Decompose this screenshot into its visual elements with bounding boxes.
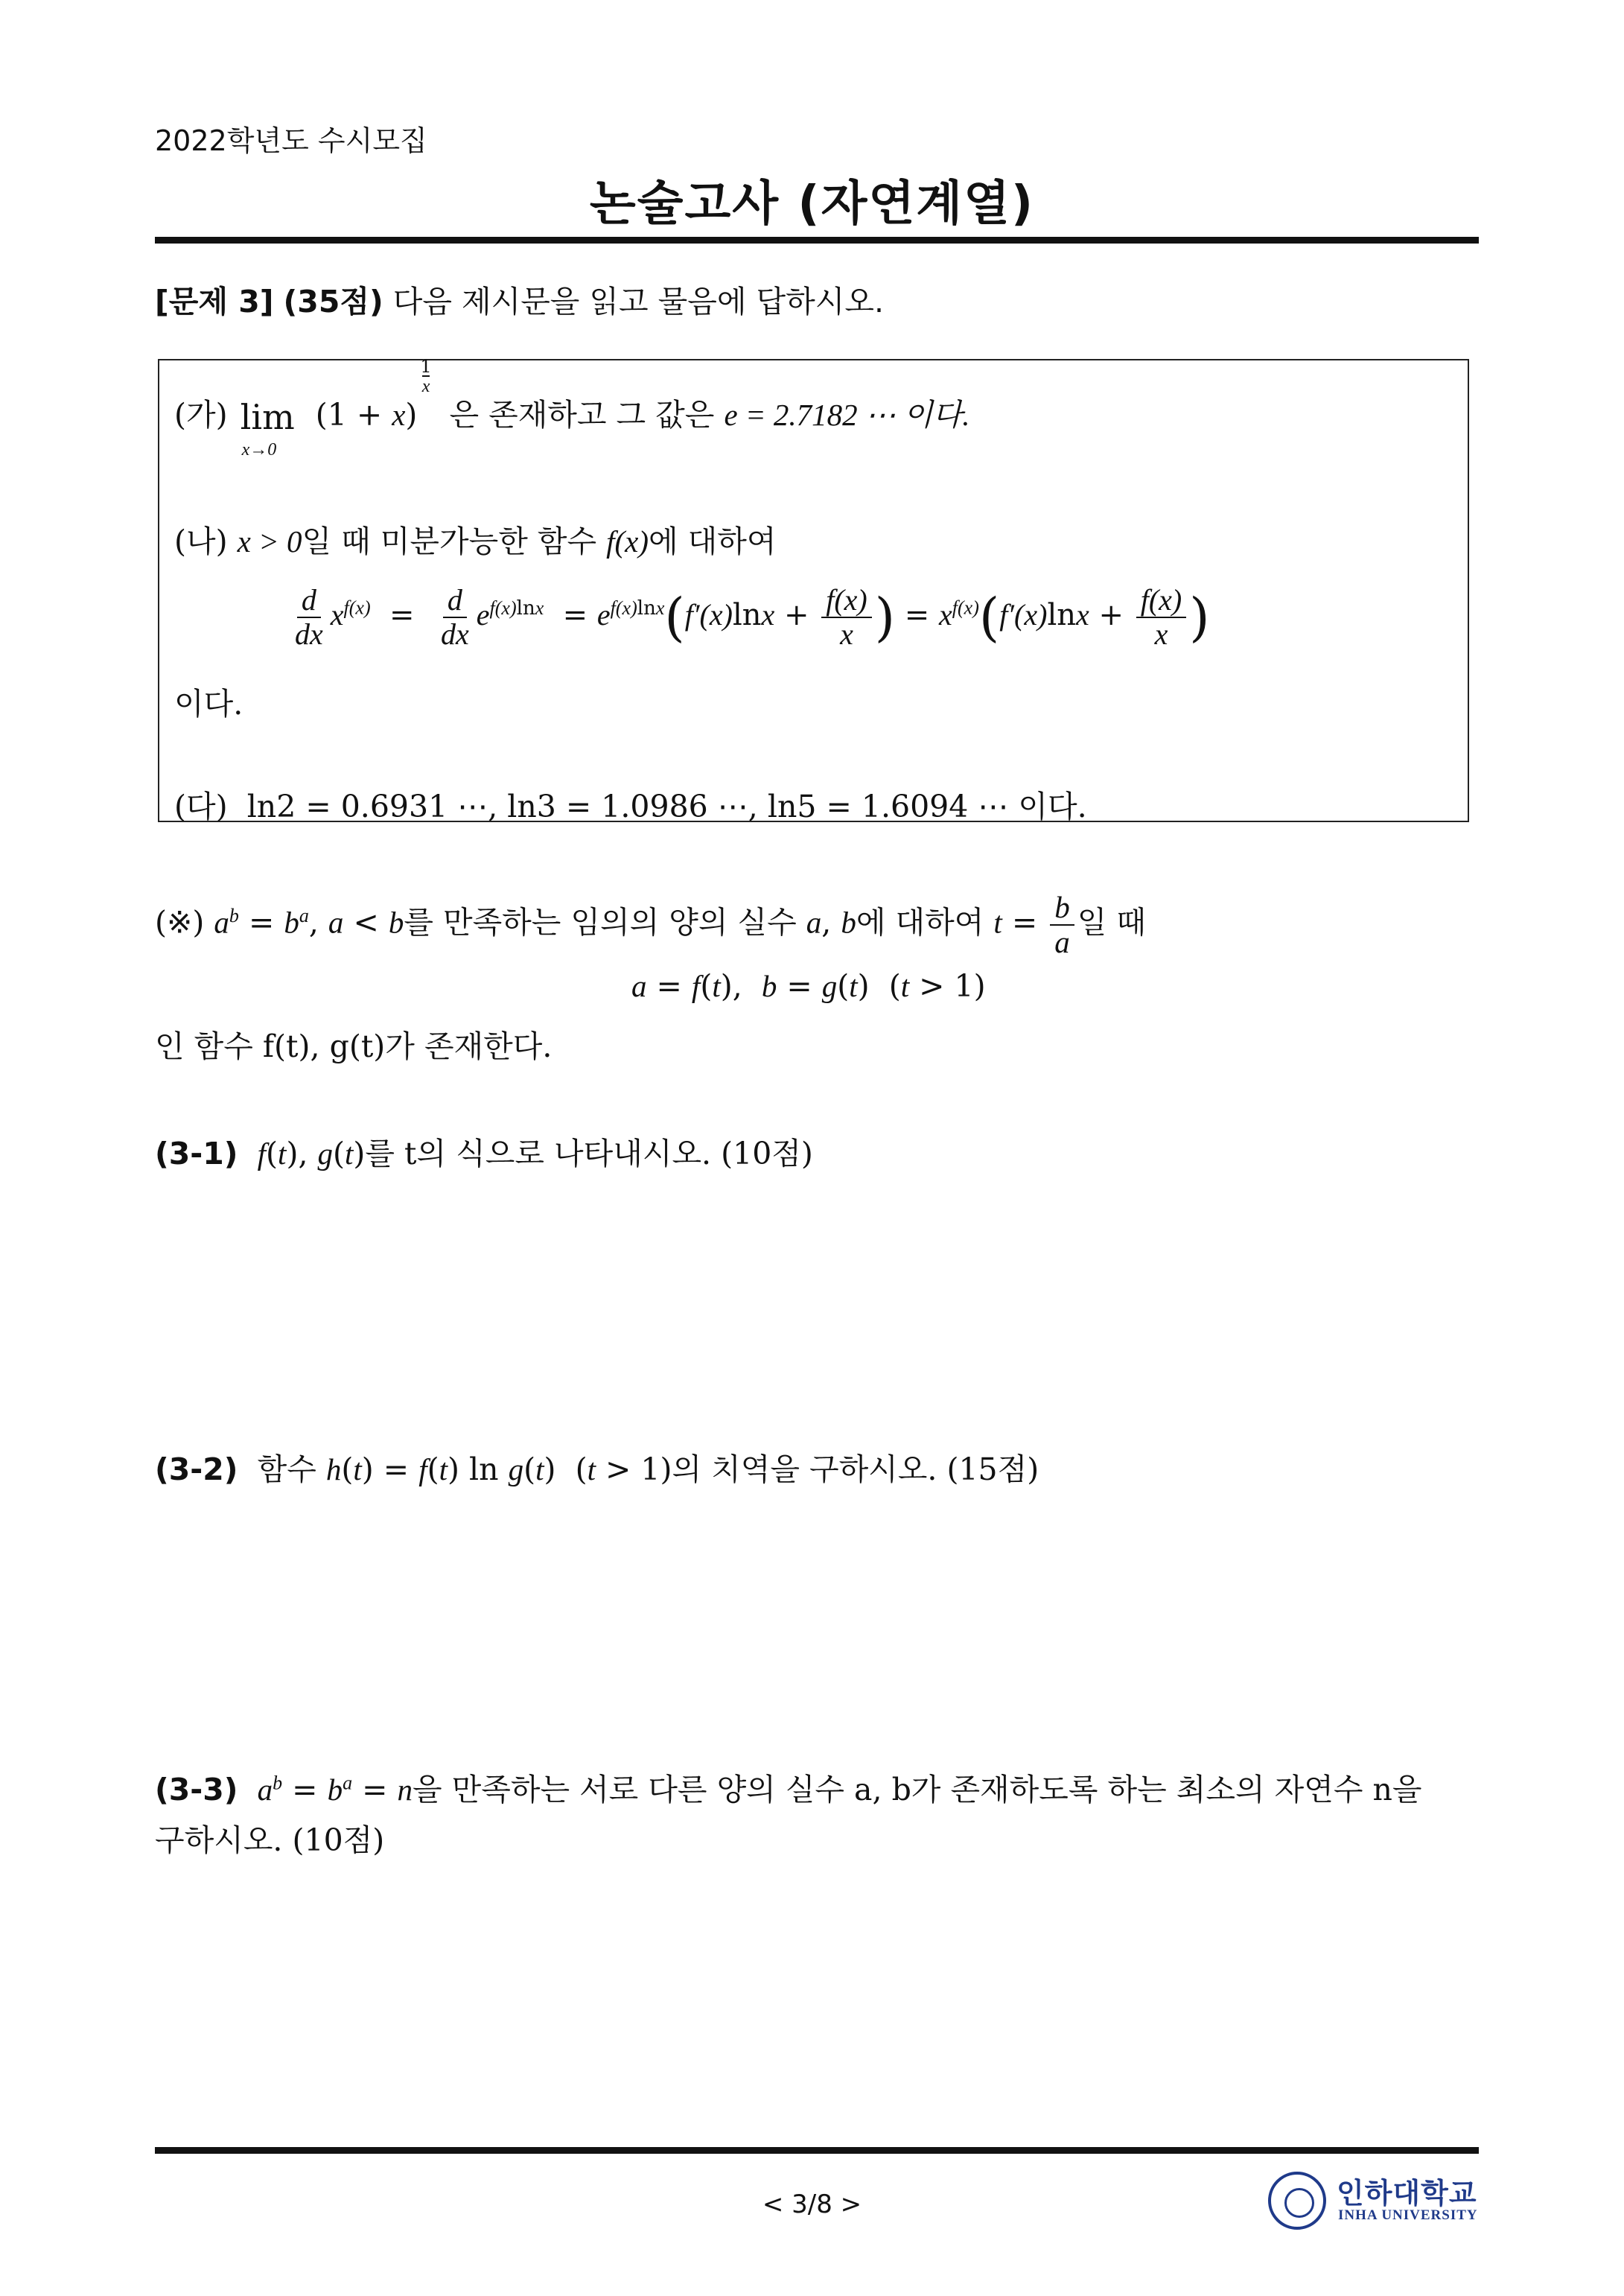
derivative-formula: $\frac{d}{dx}$ $x^{f(x)}$ = $\frac{d}{dx}$ $e^{f(x)lnx} = e^{f(x)lnx}(f'(x)\ln x$ + $\frac{f(x)}{x}$ ) = $x^{f(x)}(f'(x)\ln x$ + $\frac{f(x)}{x}$ ) xyxy=(295,583,1210,651)
subquestion-3-3-line-2: 구하시오. (10점) xyxy=(155,1822,385,1858)
passage-da xyxy=(174,782,1087,826)
logo-english-name: INHA UNIVERSITY xyxy=(1338,2207,1478,2223)
note-text-1a: 를 만족하는 임의의 양의 실수 xyxy=(404,904,797,941)
subquestion-3-3: (3-3) $a^b = b^a = n$을 만족하는 서로 다른 양의 실수 a, b가 존재하도록 하는 최소의 자연수 n을 xyxy=(155,1772,1422,1807)
passage-na-closing: 이다. xyxy=(174,686,243,722)
question-instruction: 다음 제시문을 읽고 물음에 답하시오. xyxy=(392,284,884,319)
question-points: (35점) xyxy=(283,284,383,319)
note-label: (※) xyxy=(155,904,205,941)
subquestion-3-3-text: 을 만족하는 서로 다른 양의 실수 a, b가 존재하도록 하는 최소의 자연수 n을 xyxy=(412,1772,1422,1807)
passage-na-intro xyxy=(174,517,777,561)
logo-korean-name: 인하대학교 xyxy=(1337,2177,1477,2210)
passage-ga: (가) lim x→0 (1 + x) 1 x 은 존재하고 그 값은 e = 2.7182 ⋯ 이다. xyxy=(174,356,970,459)
subquestion-3-1-label: (3-1) xyxy=(155,1136,238,1171)
passage-na-func: f(x) xyxy=(606,524,649,559)
passage-ga-text: 은 존재하고 그 값은 xyxy=(449,397,715,433)
bottom-rule xyxy=(155,2147,1479,2154)
question-header xyxy=(155,277,884,321)
top-rule xyxy=(155,237,1479,244)
page-title: 논술고사 (자연계열) xyxy=(589,177,1035,232)
exam-year-label: 2022학년도 수시모집 xyxy=(155,124,427,157)
note-line-2: a = f(t), b = g(t) (t > 1) xyxy=(631,968,986,1004)
passage-na-label: (나) xyxy=(174,524,228,559)
subquestion-3-1: (3-1) f(t), g(t)를 t의 식으로 나타내시오. (10점) xyxy=(155,1136,813,1171)
note-line-1: (※) $a^b = b^a$, a < b를 만족하는 임의의 양의 실수 a, b에 대하여 t = $\frac{b}{a}$ 일 때 xyxy=(155,890,1146,960)
passage-da-text: ln2 = 0.6931 ⋯, ln3 = 1.0986 ⋯, ln5 = 1.6094 ⋯ 이다. xyxy=(246,789,1087,824)
university-logo xyxy=(1268,2169,1484,2236)
university-seal-icon xyxy=(1268,2172,1326,2230)
subquestion-3-2-label: (3-2) xyxy=(155,1451,238,1487)
passage-box xyxy=(158,356,1469,824)
passage-na-end: 에 대하여 xyxy=(649,524,777,559)
note-text-1c: 일 때 xyxy=(1077,904,1146,941)
subquestion-3-2: (3-2) 함수 h(t) = f(t) ln g(t) (t > 1)의 치역을 구하시오. (15점) xyxy=(155,1451,1039,1487)
subquestion-3-3-label: (3-3) xyxy=(155,1772,238,1807)
passage-na-rest: 일 때 미분가능한 함수 xyxy=(302,524,597,559)
note-text-1b: 에 대하여 xyxy=(856,904,984,941)
passage-ga-value: e = 2.7182 ⋯ 이다. xyxy=(724,398,970,432)
note-line-3: 인 함수 f(t), g(t)가 존재한다. xyxy=(155,1028,553,1064)
passage-ga-label: (가) xyxy=(174,397,228,433)
question-number: [문제 3] xyxy=(155,284,274,319)
page-number: < 3/8 > xyxy=(762,2190,862,2219)
subquestion-3-2-text: 의 치역을 구하시오. (15점) xyxy=(672,1451,1039,1487)
passage-da-label: (다) xyxy=(174,789,228,824)
passage-na-cond: x > 0 xyxy=(237,524,302,559)
subquestion-3-1-text: 를 t의 식으로 나타내시오. (10점) xyxy=(365,1136,813,1171)
